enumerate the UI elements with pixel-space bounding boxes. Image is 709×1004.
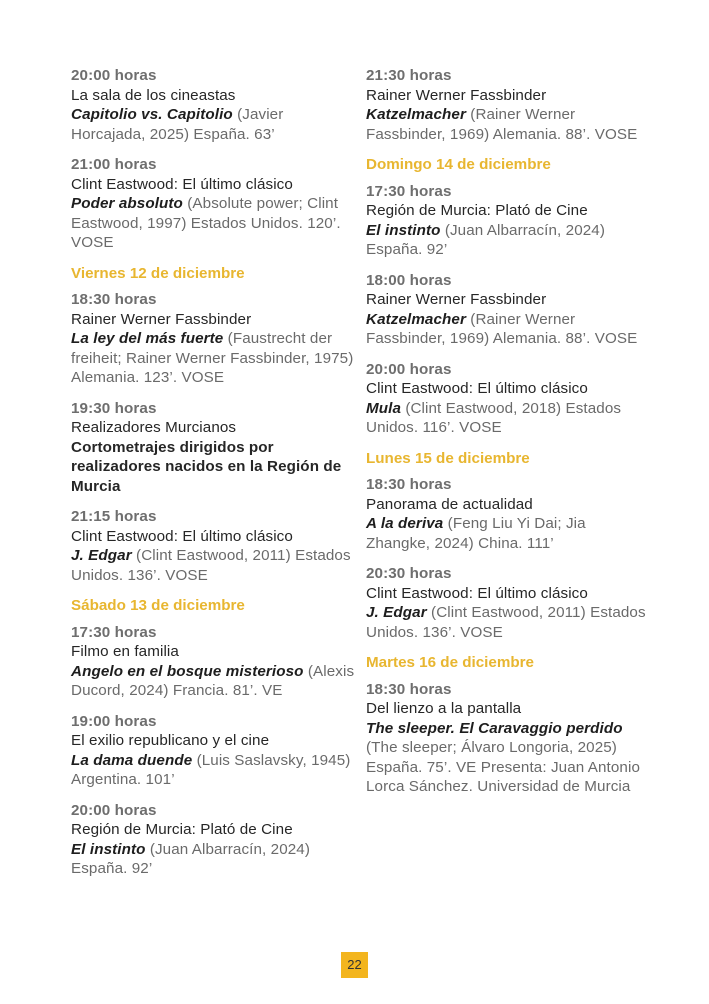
screening-series: Clint Eastwood: El último clásico — [71, 175, 293, 193]
screening-entry — [71, 712, 356, 790]
screening-time: 19:00 horas — [71, 712, 157, 730]
screening-entry — [366, 360, 651, 438]
screening-entry — [71, 507, 356, 585]
screening-time: 21:00 horas — [71, 156, 157, 173]
screening-time: 18:30 horas — [366, 476, 452, 493]
film-details: (Alexis Ducord, 2024) Francia. 81’. VE — [71, 662, 355, 699]
screening-series: El exilio republicano y el cine — [71, 732, 270, 749]
screening-entry — [366, 271, 651, 349]
screening-series: Realizadores Murcianos — [71, 419, 237, 436]
film-details: (Rainer Werner Fassbinder, 1969) Alemania. 88’. VOSE — [366, 310, 638, 347]
film-title: Mula — [366, 399, 401, 417]
film-title: J. Edgar — [71, 547, 132, 564]
screening-series: Región de Murcia: Plató de Cine — [71, 821, 293, 838]
day-heading: Viernes 12 de diciembre — [71, 264, 245, 282]
screening-entry — [71, 801, 356, 879]
film-title: El instinto — [71, 840, 146, 858]
screening-time: 20:00 horas — [71, 67, 157, 84]
film-title: J. Edgar — [366, 604, 427, 621]
film-details: (Clint Eastwood, 2011) Estados Unidos. 136’. VOSE — [71, 547, 351, 584]
screening-entry — [366, 680, 651, 797]
screening-time: 20:30 horas — [366, 565, 452, 582]
screening-entry — [71, 290, 356, 388]
screening-series: Filmo en familia — [71, 643, 179, 660]
film-title: La dama duende — [71, 751, 193, 769]
screening-time: 21:15 horas — [71, 508, 157, 525]
film-details: (Clint Eastwood, 2011) Estados Unidos. 136’. VOSE — [366, 604, 646, 641]
screening-time: 20:00 horas — [366, 360, 452, 378]
film-details: (Absolute power; Clint Eastwood, 1997) Estados Unidos. 120’. VOSE — [71, 195, 341, 251]
screening-series: Clint Eastwood: El último clásico — [366, 584, 588, 602]
screening-time: 18:30 horas — [366, 680, 452, 698]
film-title: El instinto — [366, 221, 441, 239]
film-title: La ley del más fuerte — [71, 330, 224, 347]
screening-entry — [366, 66, 651, 144]
screening-time: 21:30 horas — [366, 67, 452, 84]
screening-entry — [366, 182, 651, 260]
film-title: Katzelmacher — [366, 310, 466, 328]
screening-entry — [71, 66, 356, 144]
film-title: The sleeper. El Caravaggio perdido — [366, 719, 623, 737]
screening-series: Región de Murcia: Plató de Cine — [366, 202, 588, 219]
film-title: A la deriva — [366, 515, 444, 532]
screening-time: 17:30 horas — [71, 623, 157, 641]
film-details: (Javier Horcajada, 2025) España. 63’ — [71, 106, 284, 143]
day-heading: Lunes 15 de diciembre — [366, 449, 530, 467]
page-number-badge: 22 — [341, 952, 368, 978]
film-details: (Luis Saslavsky, 1945) Argentina. 101’ — [71, 751, 351, 788]
schedule-column-right — [366, 66, 651, 808]
screening-time: 17:30 horas — [366, 182, 452, 200]
screening-series: Clint Eastwood: El último clásico — [71, 527, 293, 545]
film-details: (Rainer Werner Fassbinder, 1969) Alemania. 88’. VOSE — [366, 106, 638, 143]
screening-time: 19:30 horas — [71, 399, 157, 417]
screening-series: Rainer Werner Fassbinder — [366, 86, 547, 104]
screening-time: 20:00 horas — [71, 801, 157, 819]
screening-time: 18:30 horas — [71, 291, 157, 308]
screening-entry — [366, 564, 651, 642]
day-heading: Sábado 13 de diciembre — [71, 597, 245, 614]
day-heading: Domingo 14 de diciembre — [366, 156, 551, 173]
film-title: Poder absoluto — [71, 195, 183, 212]
film-title: Capitolio vs. Capitolio — [71, 106, 233, 123]
screening-entry — [366, 475, 651, 553]
screening-entry — [71, 155, 356, 253]
film-title: Katzelmacher — [366, 106, 466, 123]
film-details: (Juan Albarracín, 2024) España. 92’ — [71, 840, 311, 877]
program-title: Cortometrajes dirigidos por realizadores nacidos en la Región de Murcia — [71, 438, 342, 495]
screening-entry — [71, 399, 356, 497]
schedule-column-left — [71, 66, 356, 890]
film-details: (Juan Albarracín, 2024) España. 92’ — [366, 221, 606, 258]
screening-series: Rainer Werner Fassbinder — [71, 310, 252, 328]
screening-series: Del lienzo a la pantalla — [366, 700, 522, 717]
film-details: (The sleeper; Álvaro Longoria, 2025) España. 75’. VE Presenta: Juan Antonio Lorca Sánchez. Universidad de Murcia — [366, 739, 640, 795]
film-title: Angelo en el bosque misterioso — [71, 662, 304, 680]
screening-series: Panorama de actualidad — [366, 495, 533, 513]
screening-series: La sala de los cineastas — [71, 86, 236, 104]
film-details: (Faustrecht der freiheit; Rainer Werner Fassbinder, 1975) Alemania. 123’. VOSE — [71, 330, 354, 386]
screening-series: Rainer Werner Fassbinder — [366, 291, 547, 308]
screening-time: 18:00 horas — [366, 271, 452, 289]
film-details: (Feng Liu Yi Dai; Jia Zhangke, 2024) China. 111’ — [366, 515, 586, 552]
film-details: (Clint Eastwood, 2018) Estados Unidos. 116’. VOSE — [366, 399, 622, 436]
day-heading: Martes 16 de diciembre — [366, 654, 534, 671]
screening-entry — [71, 623, 356, 701]
screening-series: Clint Eastwood: El último clásico — [366, 380, 588, 397]
